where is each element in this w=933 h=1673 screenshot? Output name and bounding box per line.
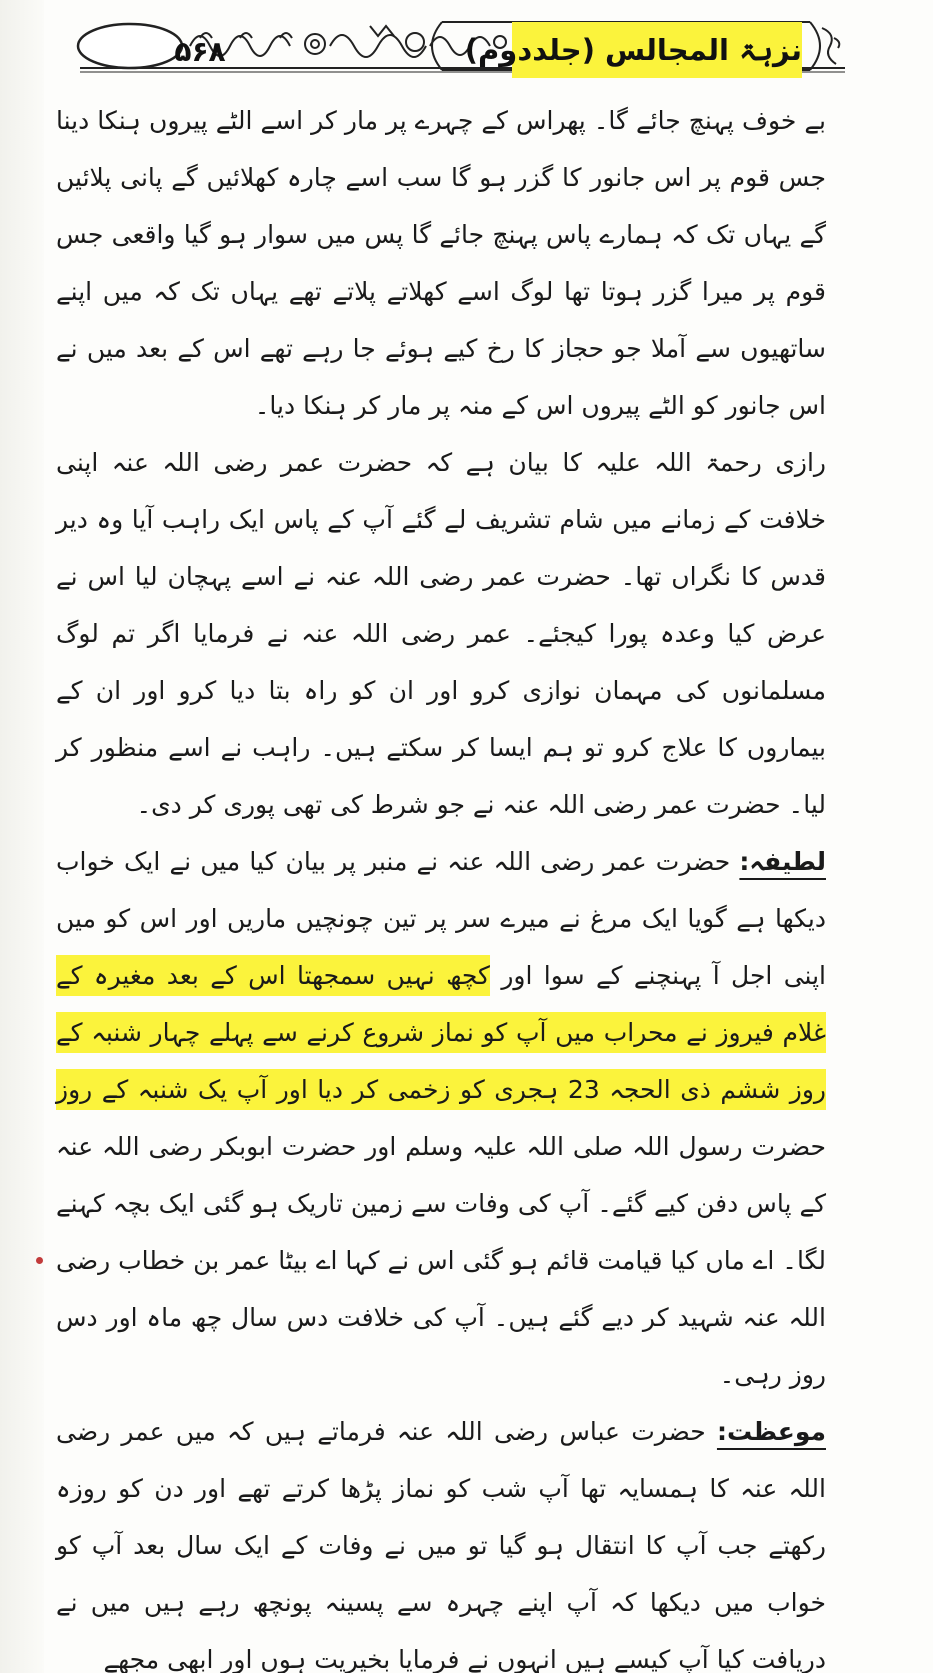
- page-header: [70, 8, 860, 80]
- mauizat-label: موعظت:: [716, 1417, 826, 1446]
- latifa-text-start: حضرت عمر رضی اللہ عنہ نے منبر پر بیان کیا میں نے ایک خواب دیکھا ہے گویا ایک مرغ نے میرے سر پر تین چونچیں ماریں اور اس کو میں اپنی اجل آ پہنچنے کے سوا اور: [56, 847, 826, 990]
- paragraph-1: بے خوف پہنچ جائے گا۔ پھراس کے چہرے پر مار کر اسے الٹے پیروں ہنکا دینا جس قوم پر اس جانور کا گزر ہو گا سب اسے چارہ کھلائیں گے پانی پلائیں گے یہاں تک کہ ہمارے پاس پہنچ جائے گا پس میں سوار ہو گیا واقعی جس قوم پر میرا گزر ہوتا تھا لوگ اسے کھلاتے پلاتے تھے یہاں تک کہ میں اپنے ساتھیوں سے آملا جو حجاز کا رخ کیے ہوئے جا رہے تھے اس کے بعد میں نے اس جانور کو الٹے پیروں اس کے منہ پر مار کر ہنکا دیا۔: [56, 106, 826, 420]
- mauizat-text: حضرت عباس رضی اللہ عنہ فرماتے ہیں کہ میں عمر رضی اللہ عنہ کا ہمسایہ تھا آپ شب کو نماز پڑھا کرتے تھے اور دن کو روزہ رکھتے جب آپ کا انتقال ہو گیا تو میں نے وفات کے ایک سال بعد آپ کو خواب میں دیکھا کہ آپ اپنے چہرہ سے پسینہ پونچھ رہے ہیں میں نے دریافت کیا آپ کیسے ہیں انہوں نے فرمایا بخیریت ہوں اور ابھی مجھے: [56, 1417, 826, 1673]
- page-body: [56, 92, 826, 1673]
- mauizat-paragraph: [56, 1403, 826, 1673]
- red-ink-mark: [36, 1257, 43, 1264]
- paragraph-2: رازی رحمۃ اللہ علیہ کا بیان ہے کہ حضرت عمر رضی اللہ عنہ اپنی خلافت کے زمانے میں شام تشریف لے گئے آپ کے پاس ایک راہب آیا وہ دیر قدس کا نگراں تھا۔ حضرت عمر رضی اللہ عنہ نے اسے پہچان لیا اس نے عرض کیا وعدہ پورا کیجئے۔ عمر رضی اللہ عنہ نے فرمایا اگر تم لوگ مسلمانوں کی مہمان نوازی کرو اور ان کو راہ بتا دیا کرو اور ان کے بیماروں کا علاج کرو تو ہم ایسا کر سکتے ہیں۔ راہب نے اسے منظور کر لیا۔ حضرت عمر رضی اللہ عنہ نے جو شرط کی تھی پوری کر دی۔: [56, 448, 826, 819]
- page-margin-shadow: [0, 0, 44, 1673]
- latifa-paragraph: [56, 833, 826, 1403]
- latifa-text-end: حضرت رسول اللہ صلی اللہ علیہ وسلم اور حضرت ابوبکر رضی اللہ عنہ کے پاس دفن کیے گئے۔ آپ کی وفات سے زمین تاریک ہو گئی ایک بچہ کہنے لگا۔ اے ماں کیا قیامت قائم ہو گئی اس نے کہا اے بیٹا عمر بن خطاب رضی اللہ عنہ شہید کر دیے گئے ہیں۔ آپ کی خلافت دس سال چھ ماہ اور دس روز رہی۔: [56, 1132, 826, 1389]
- latifa-label: لطیفہ:: [739, 847, 826, 876]
- book-title: نزہۃ المجالس (جلددوم): [512, 22, 802, 78]
- page-number: ۵۶۸: [174, 35, 226, 68]
- highlighted-passage: کچھ نہیں سمجھتا اس کے بعد مغیرہ کے غلام فیروز نے محراب میں آپ کو نماز شروع کرنے سے پہلے چہار شنبہ کے روز ششم ذی الحجہ 23 ہجری کو زخمی کر دیا اور آپ یک شنبہ کے روز: [56, 955, 826, 1110]
